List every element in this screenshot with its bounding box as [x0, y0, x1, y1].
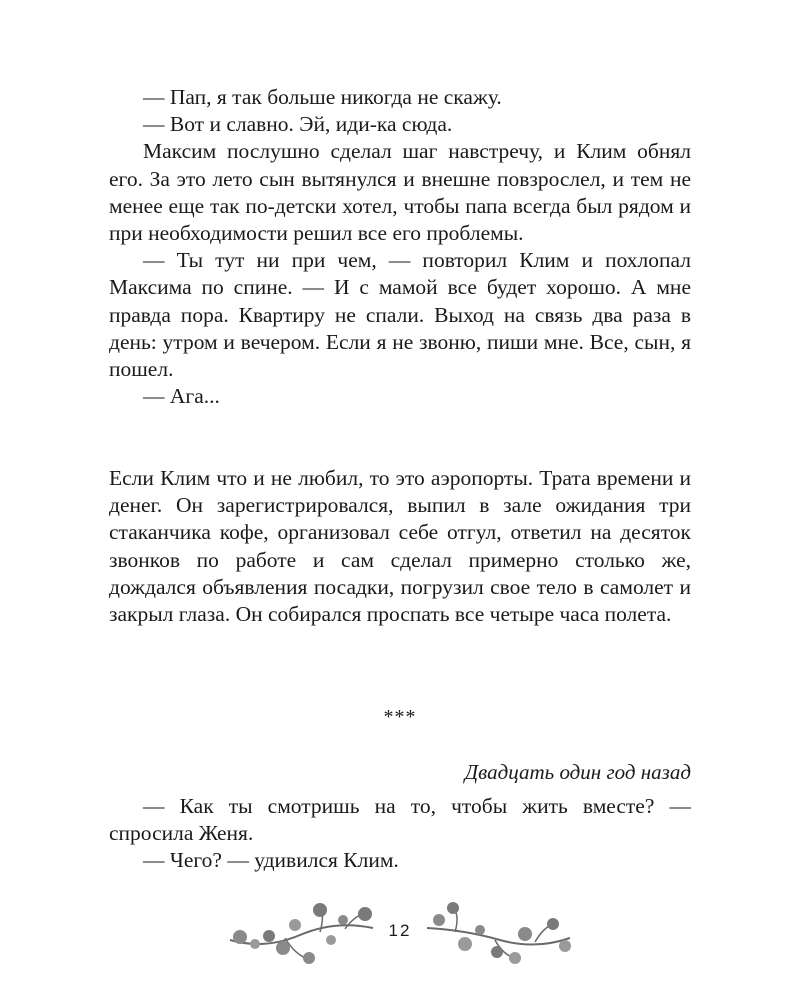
page-number: 12: [388, 921, 412, 940]
section-separator: ***: [383, 706, 417, 728]
dialogue-line: — Пап, я так больше никогда не скажу.: [143, 85, 502, 109]
dialogue-line: — Ты тут ни при чем, — повторил Клим и похлопал Максима по спине. — И с мамой все будет хорошо. А мне правда пора. Квартиру не спали. Выход на связь два раза в день: утром и вечером. Если я не звоню, пиши мне. Все, сын, я пошел.: [109, 248, 691, 382]
dialogue-line: — Вот и славно. Эй, иди-ка сюда.: [143, 112, 453, 137]
narrative-paragraph: Если Клим что и не любил, то это аэропорты. Трата времени и денег. Он зарегистрировался, выпил в зале ожидания три стаканчика кофе, организовал себе отгул, ответил на десяток звонков по работе и сам сделал примерно столько же, дождался объявления посадки, погрузил свое тело в самолет и закрыл глаза. Он собирался проспать все четыре часа полета.: [109, 466, 691, 627]
dialogue-line: — Чего? — удивился Клим.: [143, 848, 399, 873]
text-section-2: [109, 465, 691, 628]
floral-branch-icon: [425, 900, 575, 970]
text-section-1: [109, 84, 691, 410]
dialogue-line: — Как ты смотришь на то, чтобы жить вместе? — спросила Женя.: [109, 794, 691, 846]
narrative-paragraph: Максим послушно сделал шаг навстречу, и Клим обнял его. За это лето сын вытянулся и внешне повзрослел, и тем не менее еще так по-детски хотел, чтобы папа всегда был рядом и при необходимости решил все его проблемы.: [109, 139, 691, 246]
dialogue-line: — Ага...: [143, 384, 220, 409]
page-footer: [0, 900, 800, 980]
chapter-epigraph: Двадцать один год назад: [464, 760, 691, 784]
text-section-3: [109, 793, 691, 875]
